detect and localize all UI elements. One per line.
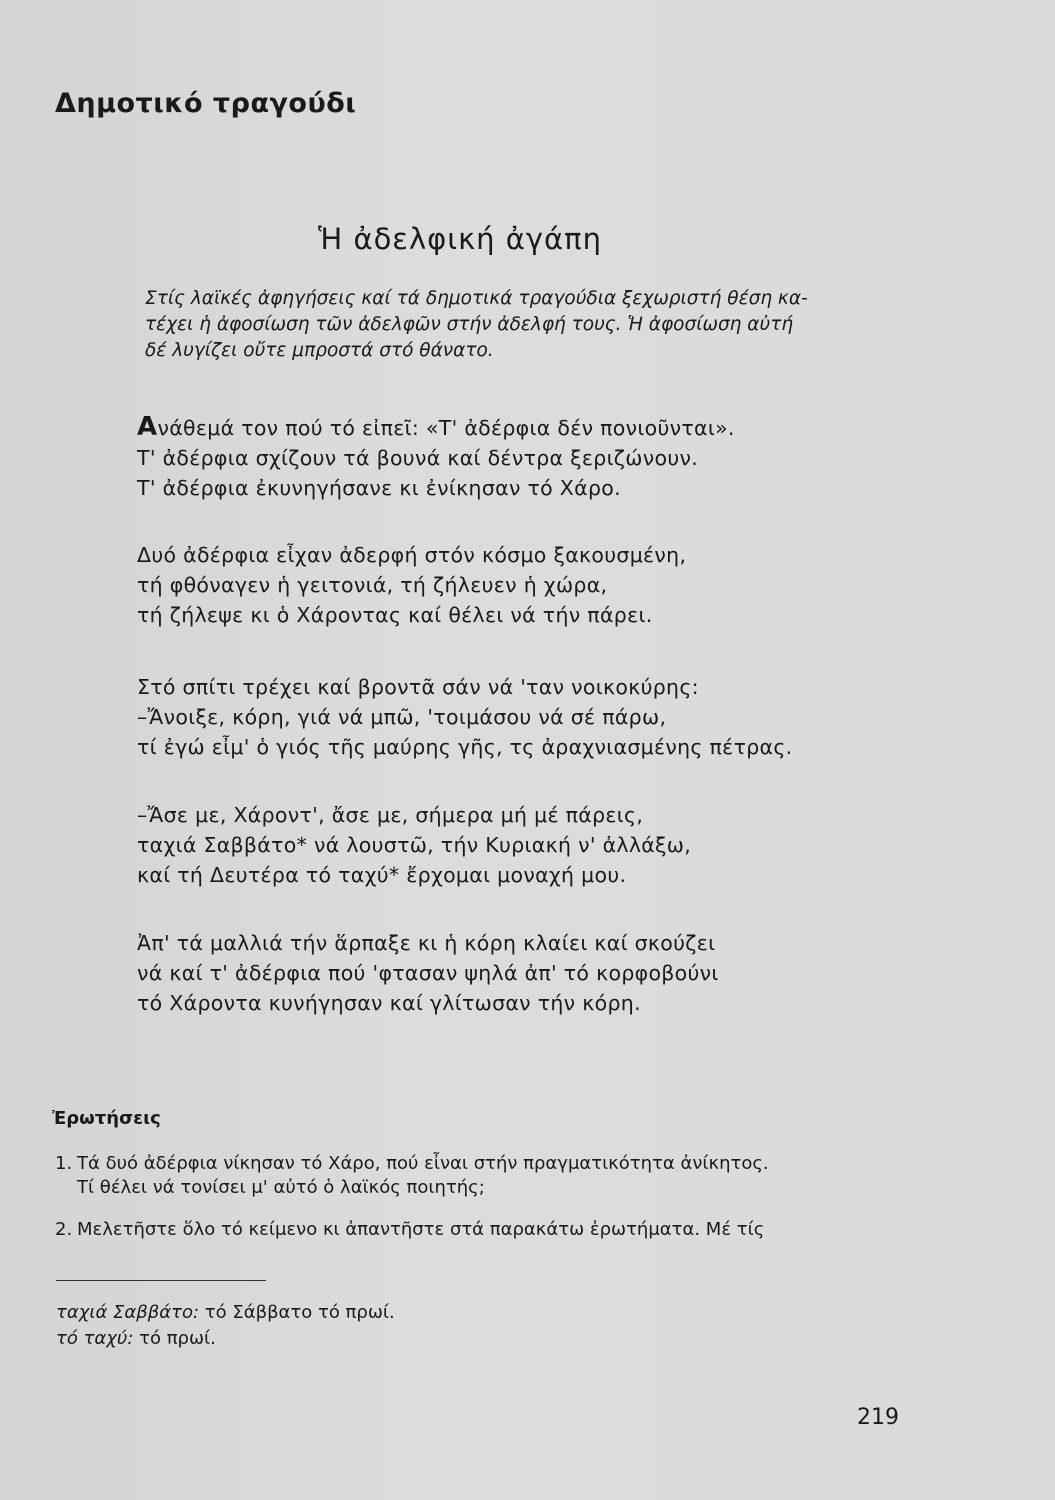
poem-line: τό Χάροντα κυνήγησαν καί γλίτωσαν τήν κόρη. xyxy=(137,991,641,1015)
intro-line: δέ λυγίζει οὔτε μπροστά στό θάνατο. xyxy=(145,340,494,361)
question-line: Τά δυό ἀδέρφια νίκησαν τό Χάρο, πού εἶναι στήν πραγματικότητα ἀνίκητος. xyxy=(77,1153,769,1174)
intro-paragraph xyxy=(145,286,890,364)
poem-stanza-1 xyxy=(137,412,735,503)
poem-line: Στό σπίτι τρέχει καί βροντᾶ σάν νά 'ταν νοικοκύρης: xyxy=(137,675,699,699)
questions-list xyxy=(55,1152,915,1260)
question-item xyxy=(55,1152,915,1200)
poem-stanza-3 xyxy=(137,672,792,762)
question-number: 1. xyxy=(55,1153,73,1174)
footnote xyxy=(56,1326,395,1352)
footnote-definition: τό Σάββατο τό πρωί. xyxy=(204,1302,395,1323)
poem-line: Δυό ἀδέρφια εἶχαν ἀδερφή στόν κόσμο ξακουσμένη, xyxy=(137,543,687,567)
question-text xyxy=(77,1218,764,1242)
poem-line: νά καί τ' ἀδέρφια πού 'φτασαν ψηλά ἀπ' τό κορφοβούνι xyxy=(137,961,719,985)
drop-cap: Α xyxy=(137,412,158,442)
footnote-divider xyxy=(56,1280,266,1281)
question-line: Τί θέλει νά τονίσει μ' αὐτό ὁ λαϊκός ποιητής; xyxy=(77,1177,485,1198)
poem-line: –Ἄνοιξε, κόρη, γιά νά μπῶ, 'τοιμάσου νά σέ πάρω, xyxy=(137,705,667,729)
section-title: Δημοτικό τραγούδι xyxy=(55,88,357,119)
footnote-term: τό ταχύ: xyxy=(56,1328,134,1349)
poem-line: Τ' ἀδέρφια ἐκυνηγήσανε κι ἐνίκησαν τό Χάρο. xyxy=(137,476,621,500)
poem-line: –Ἄσε με, Χάροντ', ἄσε με, σήμερα μή μέ πάρεις, xyxy=(137,803,644,827)
poem-title: Ἡ ἀδελφική ἀγάπη xyxy=(318,222,603,256)
intro-line: Στίς λαϊκές ἀφηγήσεις καί τά δημοτικά τραγούδια ξεχωριστή θέση κα- xyxy=(145,288,808,309)
question-number: 2. xyxy=(55,1219,73,1240)
poem-line: Τ' ἀδέρφια σχίζουν τά βουνά καί δέντρα ξεριζώνουν. xyxy=(137,446,699,470)
poem-line: καί τή Δευτέρα τό ταχύ* ἔρχομαι μοναχή μου. xyxy=(137,863,627,887)
footnote xyxy=(56,1300,395,1326)
poem-line: τή φθόναγεν ἡ γειτονιά, τή ζήλευεν ἡ χώρα, xyxy=(137,573,608,597)
questions-heading: Ἐρωτήσεις xyxy=(52,1108,161,1129)
question-item xyxy=(55,1218,915,1242)
poem-stanza-5 xyxy=(137,928,719,1018)
poem-line: Ἀπ' τά μαλλιά τήν ἅρπαξε κι ἡ κόρη κλαίει καί σκούζει xyxy=(137,931,716,955)
footnote-definition: τό πρωί. xyxy=(139,1328,216,1349)
poem-line: ταχιά Σαββάτο* νά λουστῶ, τήν Κυριακή ν' ἀλλάξω, xyxy=(137,833,692,857)
poem-stanza-4 xyxy=(137,800,691,890)
question-line: Μελετῆστε ὅλο τό κείμενο κι ἀπαντῆστε στά παρακάτω ἐρωτήματα. Μέ τίς xyxy=(77,1219,765,1240)
page-number: 219 xyxy=(857,1405,899,1430)
intro-line: τέχει ἡ ἀφοσίωση τῶν ἀδελφῶν στήν ἀδελφή τους. Ἡ ἀφοσίωση αὐτή xyxy=(145,314,794,335)
poem-line: τή ζήλεψε κι ὁ Χάροντας καί θέλει νά τήν πάρει. xyxy=(137,603,653,627)
footnote-term: ταχιά Σαββάτο: xyxy=(56,1302,200,1323)
poem-stanza-2 xyxy=(137,540,686,630)
poem-line: τί ἐγώ εἶμ' ὁ γιός τῆς μαύρης γῆς, τς ἀραχνιασμένης πέτρας. xyxy=(137,735,793,759)
question-text xyxy=(77,1152,769,1200)
poem-line xyxy=(137,412,735,443)
footnotes xyxy=(56,1300,395,1352)
poem-line-text: νάθεμά τον πού τό εἰπεῖ: «Τ' ἀδέρφια δέν πονιοῦνται». xyxy=(157,416,735,440)
